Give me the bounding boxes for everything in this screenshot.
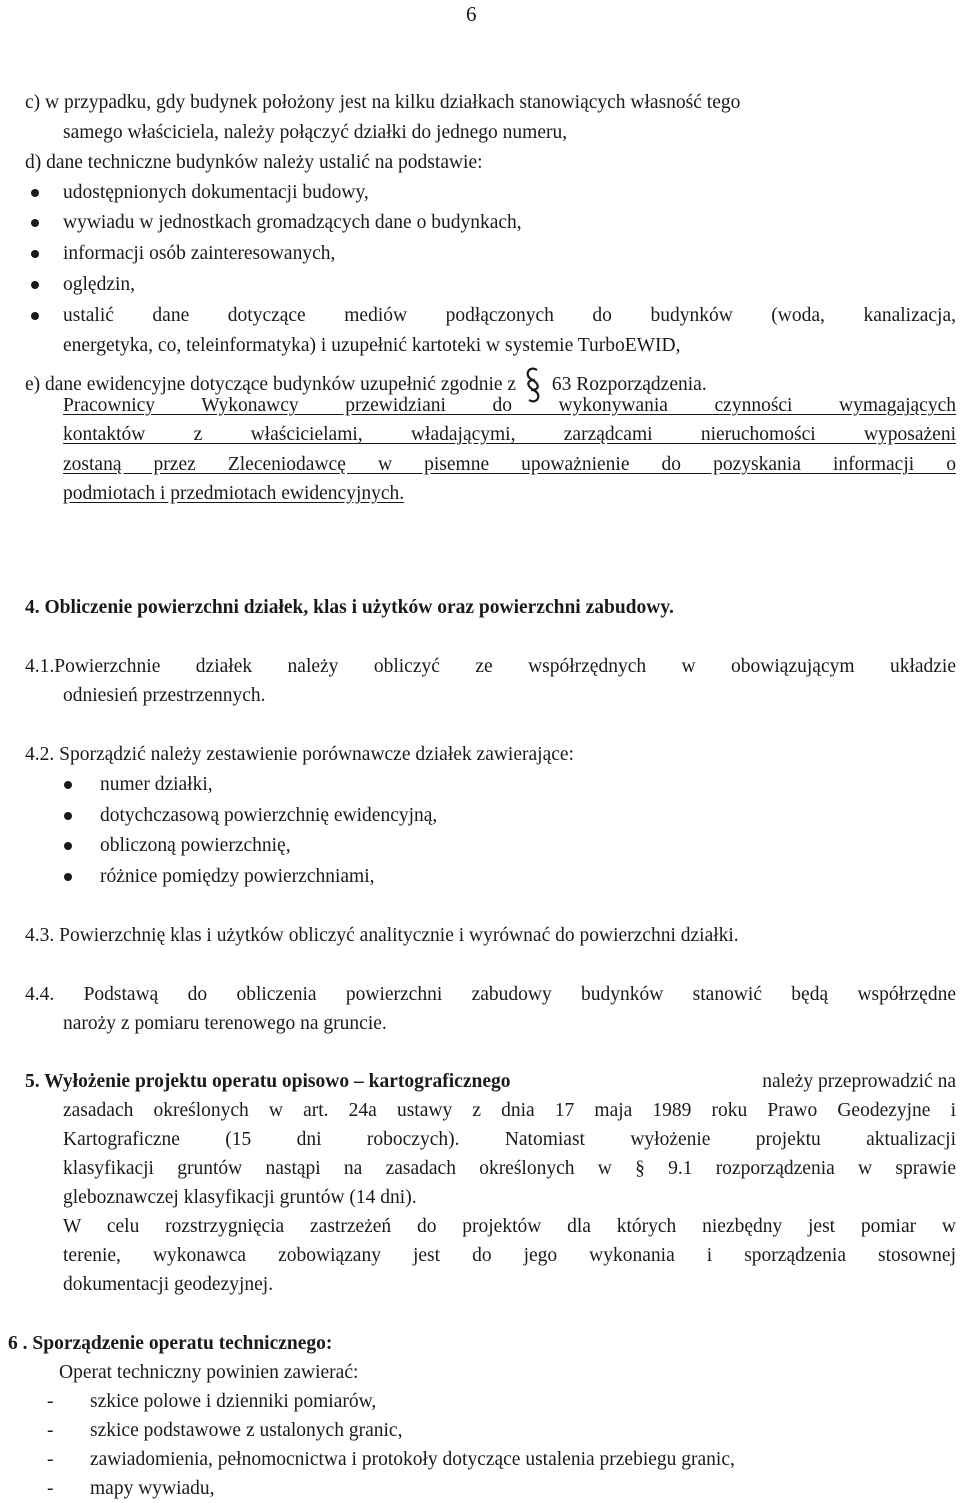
section-4-4-line-1: 4.4. Podstawą do obliczenia powierzchni zabudowy budynków stanowić będą współrzędne [25, 984, 956, 1005]
section-5-line: zasadach określonych w art. 24a ustawy z dnia 17 maja 1989 roku Prawo Geodezyjne i [63, 1100, 956, 1121]
section-6-intro: Operat techniczny powinien zawierać: [59, 1362, 359, 1383]
section-6-heading: 6 . Sporządzenie operatu technicznego: [8, 1333, 333, 1354]
item-c-line-1: c) w przypadku, gdy budynek położony jest na kilku działkach stanowiących własność tego [25, 92, 741, 113]
list-item: numer działki, [100, 774, 213, 795]
bullet-icon [31, 219, 39, 227]
bullet-icon [64, 842, 72, 850]
page-number: 6 [466, 2, 477, 26]
list-item: udostępnionych dokumentacji budowy, [63, 182, 369, 203]
bullet-icon [31, 312, 39, 320]
section-5-para2-line: terenie, wykonawca zobowiązany jest do jego wykonania i sporządzenia stosownej [63, 1245, 956, 1266]
bullet-icon [64, 812, 72, 820]
section-5-para2-line: W celu rozstrzygnięcia zastrzeżeń do projektów dla których niezbędny jest pomiar w [63, 1216, 956, 1237]
section-5-text: należy przeprowadzić na [762, 1071, 956, 1092]
section-4-2-intro: 4.2. Sporządzić należy zestawienie porównawcze działek zawierające: [25, 744, 574, 765]
underlined-line-4: podmiotach i przedmiotach ewidencyjnych. [63, 483, 405, 504]
bullet-icon [31, 250, 39, 258]
section-4-1-line-2: odniesień przestrzennych. [63, 685, 266, 706]
section-5-line: klasyfikacji gruntów nastąpi na zasadach określonych w § 9.1 rozporządzenia w sprawie [63, 1158, 956, 1179]
list-item-continuation: energetyka, co, teleinformatyka) i uzupełnić kartoteki w systemie TurboEWID, [63, 335, 681, 356]
list-item: mapy wywiadu, [90, 1478, 215, 1499]
section-4-4-line-2: naroży z pomiaru terenowego na gruncie. [63, 1013, 387, 1034]
bullet-icon [31, 281, 39, 289]
list-item: obliczoną powierzchnię, [100, 835, 291, 856]
item-e-text: e) dane ewidencyjne dotyczące budynków uzupełnić zgodnie z [25, 374, 517, 395]
list-item: różnice pomiędzy powierzchniami, [100, 866, 375, 887]
section-5-first-line [25, 1072, 956, 1092]
bullet-icon [31, 189, 39, 197]
section-5-heading: 5. Wyłożenie projektu operatu opisowo – kartograficznego [25, 1071, 511, 1092]
section-4-heading: 4. Obliczenie powierzchni działek, klas i użytków oraz powierzchni zabudowy. [25, 597, 674, 618]
list-item: zawiadomienia, pełnomocnictwa i protokoły dotyczące ustalenia przebiegu granic, [90, 1449, 735, 1470]
list-item: dotychczasową powierzchnię ewidencyjną, [100, 805, 438, 826]
section-4-3: 4.3. Powierzchnię klas i użytków obliczyć analitycznie i wyrównać do powierzchni działki. [25, 925, 739, 946]
list-item: szkice podstawowe z ustalonych granic, [90, 1420, 403, 1441]
bullet-icon [64, 781, 72, 789]
dash-marker: - [47, 1449, 54, 1470]
underlined-line-2: kontaktów z właścicielami, władającymi, zarządcami nieruchomości wyposażeni [63, 424, 956, 445]
dash-marker: - [47, 1391, 54, 1412]
list-item: wywiadu w jednostkach gromadzących dane o budynkach, [63, 212, 522, 233]
bullet-icon [64, 873, 72, 881]
section-5-line: gleboznawczej klasyfikacji gruntów (14 dni). [63, 1187, 417, 1208]
underlined-line-1: Pracownicy Wykonawcy przewidziani do wykonywania czynności wymagających [63, 395, 956, 416]
item-e-text-end: 63 Rozporządzenia. [551, 374, 707, 395]
section-4-1-line-1: 4.1.Powierzchnie działek należy obliczyć ze współrzędnych w obowiązującym układzie [25, 656, 956, 677]
dash-marker: - [47, 1478, 54, 1499]
item-c-line-2: samego właściciela, należy połączyć działki do jednego numeru, [63, 122, 568, 143]
list-item: informacji osób zainteresowanych, [63, 243, 336, 264]
section-5-line: Kartograficzne (15 dni roboczych). Natomiast wyłożenie projektu aktualizacji [63, 1129, 956, 1150]
list-item: szkice polowe i dzienniki pomiarów, [90, 1391, 377, 1412]
dash-marker: - [47, 1420, 54, 1441]
list-item: oględzin, [63, 274, 136, 295]
item-d-intro: d) dane techniczne budynków należy ustalić na podstawie: [25, 152, 483, 173]
list-item: ustalić dane dotyczące mediów podłączonych do budynków (woda, kanalizacja, [63, 305, 956, 326]
underlined-line-3: zostaną przez Zleceniodawcę w pisemne upoważnienie do pozyskania informacji o [63, 454, 956, 475]
section-5-para2-line: dokumentacji geodezyjnej. [63, 1274, 274, 1295]
